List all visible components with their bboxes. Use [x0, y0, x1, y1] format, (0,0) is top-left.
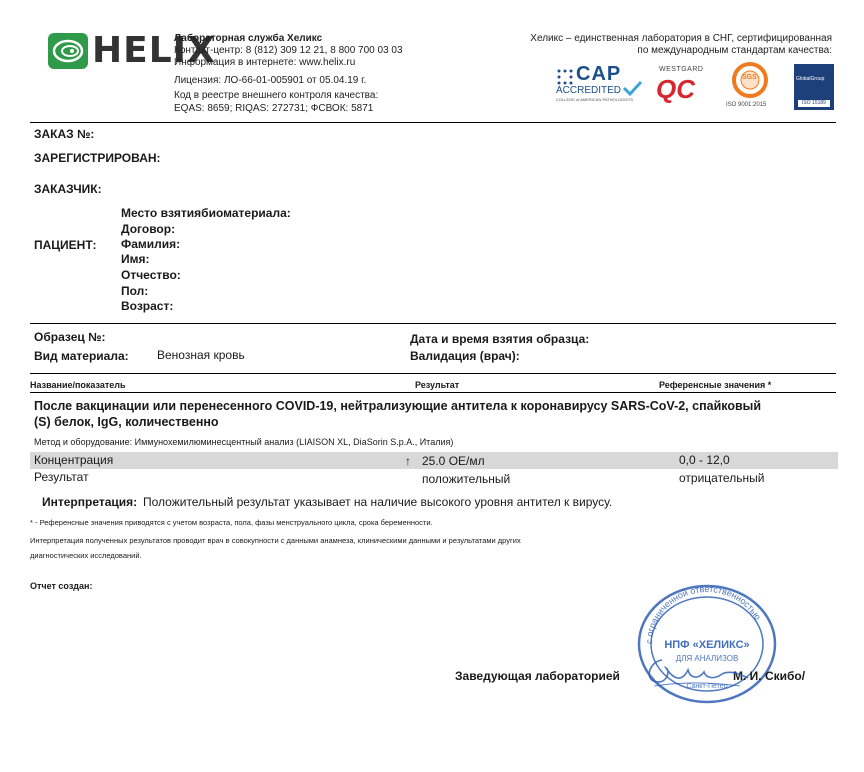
globalgroup-label: GlobalGroup: [796, 76, 825, 82]
contact-center: Контакт-центр: 8 (812) 309 12 21, 8 800 700 03 03: [174, 45, 403, 56]
qc-registry-codes: EQAS: 8659; RIQAS: 272731; ФСВОК: 5871: [174, 103, 374, 114]
svg-text:с ограниченной ответственность: [644, 584, 763, 644]
sgs-label: SGS: [742, 74, 757, 81]
patient-divider: [30, 323, 836, 324]
reference-footnote: * - Референсные значения приводятся с учетом возраста, пола, фазы менструального цикла, срока беременности.: [30, 518, 433, 527]
row-result-value: положительный: [422, 472, 511, 486]
interpretation-text: Положительный результат указывает на наличие высокого уровня антител к вирусу.: [143, 495, 613, 509]
row-concentration-result: 25.0 ОЕ/мл: [422, 454, 485, 468]
head-of-lab-label: Заведующая лабораторией: [455, 669, 620, 683]
interpretation-note-1: Интерпретация полученных результатов проводит врач в совокупности с данными анамнеза, клиническими данными и результатами других: [30, 536, 521, 545]
customer-label: ЗАКАЗЧИК:: [34, 182, 102, 196]
iso-9001-label: ISO 9001:2015: [726, 102, 767, 108]
up-arrow-icon: ↑: [405, 454, 411, 468]
column-header-result: Результат: [415, 380, 460, 390]
stamp-company: НПФ «ХЕЛИКС»: [664, 639, 750, 651]
header-divider: [30, 122, 836, 123]
iso-15189-label: ISO 15189: [798, 100, 830, 107]
material-type-label: Вид материала:: [34, 349, 129, 363]
row-result-name: Результат: [34, 470, 89, 484]
patient-field-contract: Договор:: [121, 222, 176, 236]
helix-brand-name: HELIX: [92, 30, 216, 71]
column-header-reference: Референсные значения *: [659, 380, 772, 390]
registered-label: ЗАРЕГИСТРИРОВАН:: [34, 151, 161, 165]
patient-field-patronymic: Отчество:: [121, 268, 181, 282]
test-title-line-1: После вакцинации или перенесенного COVID-19, нейтрализующие антитела к коронавирусу SARS-CoV-2, спайковый: [34, 399, 762, 413]
qc-registry-label: Код в реестре внешнего контроля качества:: [174, 90, 379, 101]
cap-college-label: COLLEGE of AMERICAN PATHOLOGISTS: [556, 97, 633, 102]
column-header-name: Название/показатель: [30, 380, 126, 390]
table-header-divider: [30, 392, 836, 393]
sample-divider: [30, 373, 836, 374]
order-number-label: ЗАКАЗ №:: [34, 127, 95, 141]
patient-field-first-name: Имя:: [121, 252, 150, 266]
stamp-subtitle: ДЛЯ АНАЛИЗОВ: [675, 654, 739, 663]
cap-accredited-label: ACCREDITED: [556, 85, 622, 96]
test-method: Метод и оборудование: Иммунохемилюминесцентный анализ (LIAISON XL, DiaSorin S.p.A., Италия): [34, 437, 454, 447]
sample-date-label: Дата и время взятия образца:: [410, 332, 590, 346]
helix-logo-icon: [48, 33, 88, 69]
sgs-iso-badge: [726, 62, 776, 112]
certification-note-1: Хеликс – единственная лаборатория в СНГ, сертифицированная: [530, 33, 832, 44]
lab-name: Лабораторная служба Хеликс: [174, 33, 323, 44]
signature-icon: [640, 652, 752, 692]
patient-field-last-name: Фамилия:: [121, 237, 181, 251]
cap-title: CAP: [576, 63, 622, 85]
westgard-label: WESTGARD: [659, 66, 704, 73]
globalgroup-iso-badge: [794, 64, 834, 110]
interpretation-label: Интерпретация:: [42, 495, 138, 509]
website-info: Информация в интернете: www.helix.ru: [174, 57, 356, 68]
stamp-arc-text: с ограниченной ответственностью: [643, 583, 763, 645]
cap-dots-icon: [556, 68, 574, 86]
patient-field-age: Возраст:: [121, 299, 174, 313]
interpretation-note-2: диагностических исследований.: [30, 551, 142, 560]
sample-number-label: Образец №:: [34, 330, 106, 344]
certification-note-2: по международным стандартам качества:: [637, 45, 832, 56]
license-info: Лицензия: ЛО-66-01-005901 от 05.04.19 г.: [174, 75, 367, 86]
row-result-ref: отрицательный: [679, 471, 765, 485]
head-of-lab-name: М. И. Скибо/: [733, 669, 806, 683]
patient-label: ПАЦИЕНТ:: [34, 238, 97, 252]
row-concentration-name: Концентрация: [34, 453, 114, 467]
patient-field-sampling-place: Место взятиябиоматериала:: [121, 206, 291, 220]
cap-accredited-badge: [556, 63, 642, 108]
report-created-label: Отчет создан:: [30, 581, 93, 591]
validation-label: Валидация (врач):: [410, 349, 520, 363]
material-type-value: Венозная кровь: [157, 348, 245, 362]
patient-field-sex: Пол:: [121, 284, 149, 298]
westgard-qc-badge: [656, 66, 712, 104]
stamp-city: Санкт-Петер: [686, 683, 728, 690]
qc-label: QC: [656, 74, 695, 104]
row-concentration-ref: 0,0 - 12,0: [679, 453, 730, 467]
test-title-line-2: (S) белок, IgG, количественно: [34, 415, 219, 429]
checkmark-icon: [622, 80, 642, 96]
